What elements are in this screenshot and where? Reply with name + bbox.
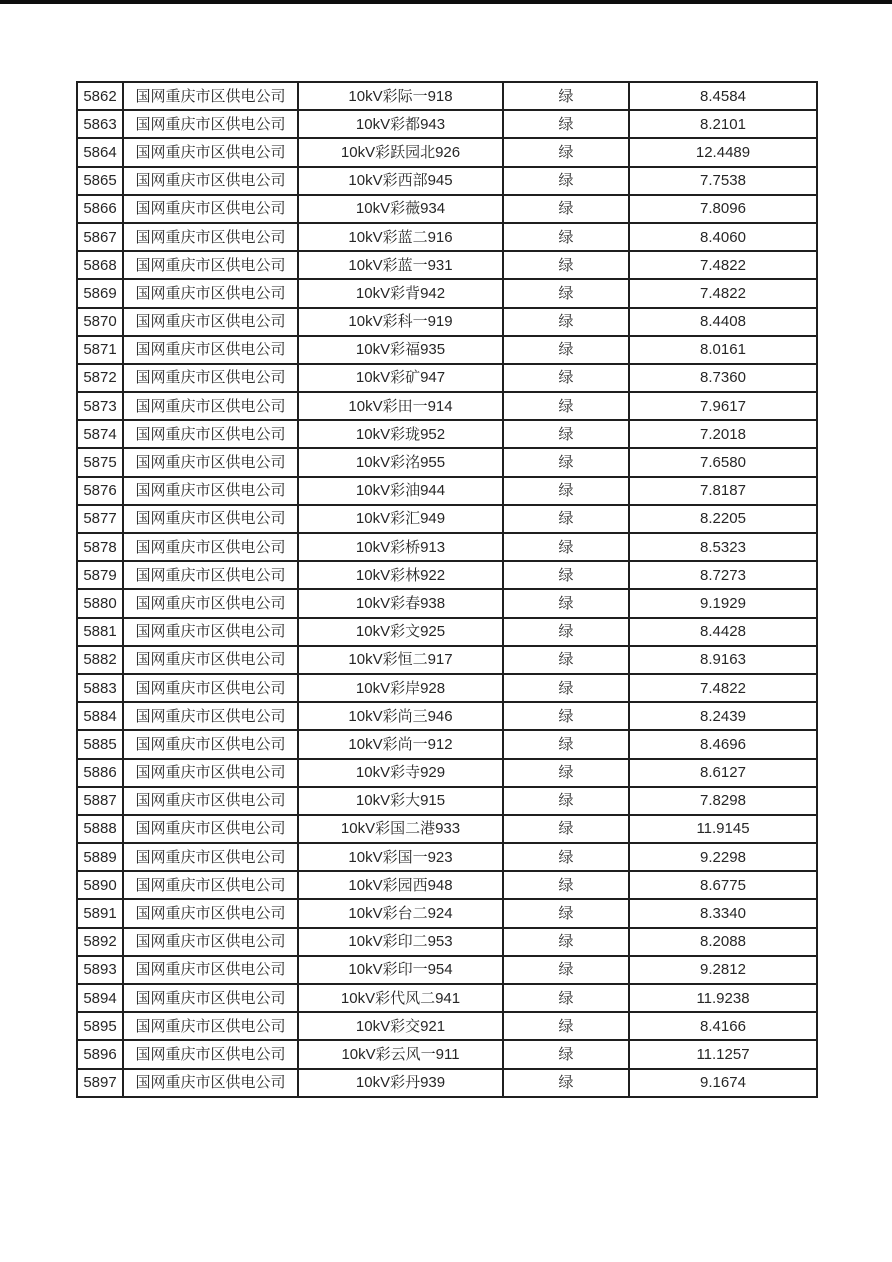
- row-id-cell: 5882: [77, 646, 123, 674]
- feeder-cell: 10kV彩科一919: [298, 308, 503, 336]
- feeder-cell: 10kV彩交921: [298, 1012, 503, 1040]
- row-id-cell: 5895: [77, 1012, 123, 1040]
- status-cell: 绿: [503, 167, 629, 195]
- table-row: [77, 392, 817, 420]
- feeder-cell: 10kV彩汇949: [298, 505, 503, 533]
- company-cell: 国网重庆市区供电公司: [123, 646, 298, 674]
- row-id-cell: 5867: [77, 223, 123, 251]
- company-cell: 国网重庆市区供电公司: [123, 336, 298, 364]
- row-id-cell: 5879: [77, 561, 123, 589]
- company-cell: 国网重庆市区供电公司: [123, 702, 298, 730]
- table-row: [77, 420, 817, 448]
- value-cell: 8.7273: [629, 561, 817, 589]
- table-row: [77, 195, 817, 223]
- feeder-cell: 10kV彩洺955: [298, 448, 503, 476]
- status-cell: 绿: [503, 279, 629, 307]
- feeder-cell: 10kV彩台二924: [298, 899, 503, 927]
- company-cell: 国网重庆市区供电公司: [123, 1012, 298, 1040]
- value-cell: 11.1257: [629, 1040, 817, 1068]
- table-row: [77, 82, 817, 110]
- table-row: [77, 533, 817, 561]
- feeder-cell: 10kV彩尚三946: [298, 702, 503, 730]
- value-cell: 12.4489: [629, 138, 817, 166]
- value-cell: 7.4822: [629, 279, 817, 307]
- row-id-cell: 5865: [77, 167, 123, 195]
- feeder-cell: 10kV彩跃园北926: [298, 138, 503, 166]
- table-row: [77, 674, 817, 702]
- feeder-cell: 10kV彩国二港933: [298, 815, 503, 843]
- feeder-cell: 10kV彩蓝一931: [298, 251, 503, 279]
- table-row: [77, 787, 817, 815]
- table-row: [77, 336, 817, 364]
- status-cell: 绿: [503, 871, 629, 899]
- table-row: [77, 138, 817, 166]
- row-id-cell: 5872: [77, 364, 123, 392]
- status-cell: 绿: [503, 251, 629, 279]
- company-cell: 国网重庆市区供电公司: [123, 505, 298, 533]
- feeder-cell: 10kV彩文925: [298, 618, 503, 646]
- value-cell: 8.4060: [629, 223, 817, 251]
- company-cell: 国网重庆市区供电公司: [123, 928, 298, 956]
- feeder-cell: 10kV彩代风二941: [298, 984, 503, 1012]
- row-id-cell: 5893: [77, 956, 123, 984]
- row-id-cell: 5878: [77, 533, 123, 561]
- status-cell: 绿: [503, 110, 629, 138]
- feeder-cell: 10kV彩背942: [298, 279, 503, 307]
- company-cell: 国网重庆市区供电公司: [123, 448, 298, 476]
- value-cell: 11.9238: [629, 984, 817, 1012]
- value-cell: 8.9163: [629, 646, 817, 674]
- row-id-cell: 5871: [77, 336, 123, 364]
- table-row: [77, 1012, 817, 1040]
- status-cell: 绿: [503, 477, 629, 505]
- status-cell: 绿: [503, 618, 629, 646]
- row-id-cell: 5863: [77, 110, 123, 138]
- company-cell: 国网重庆市区供电公司: [123, 110, 298, 138]
- table-row: [77, 251, 817, 279]
- table-row: [77, 223, 817, 251]
- value-cell: 9.1674: [629, 1069, 817, 1097]
- row-id-cell: 5885: [77, 730, 123, 758]
- row-id-cell: 5886: [77, 759, 123, 787]
- company-cell: 国网重庆市区供电公司: [123, 984, 298, 1012]
- status-cell: 绿: [503, 1069, 629, 1097]
- company-cell: 国网重庆市区供电公司: [123, 871, 298, 899]
- page-top-edge: [0, 0, 892, 4]
- status-cell: 绿: [503, 138, 629, 166]
- row-id-cell: 5894: [77, 984, 123, 1012]
- value-cell: 8.4428: [629, 618, 817, 646]
- feeder-cell: 10kV彩珑952: [298, 420, 503, 448]
- status-cell: 绿: [503, 646, 629, 674]
- company-cell: 国网重庆市区供电公司: [123, 82, 298, 110]
- table-row: [77, 956, 817, 984]
- feeder-loss-table: [76, 81, 818, 1098]
- table-row: [77, 505, 817, 533]
- status-cell: 绿: [503, 533, 629, 561]
- feeder-cell: 10kV彩恒二917: [298, 646, 503, 674]
- value-cell: 8.6127: [629, 759, 817, 787]
- status-cell: 绿: [503, 505, 629, 533]
- value-cell: 7.9617: [629, 392, 817, 420]
- company-cell: 国网重庆市区供电公司: [123, 420, 298, 448]
- company-cell: 国网重庆市区供电公司: [123, 759, 298, 787]
- table-row: [77, 702, 817, 730]
- row-id-cell: 5890: [77, 871, 123, 899]
- feeder-cell: 10kV彩西部945: [298, 167, 503, 195]
- company-cell: 国网重庆市区供电公司: [123, 477, 298, 505]
- status-cell: 绿: [503, 759, 629, 787]
- status-cell: 绿: [503, 702, 629, 730]
- table-row: [77, 1040, 817, 1068]
- row-id-cell: 5866: [77, 195, 123, 223]
- value-cell: 8.4408: [629, 308, 817, 336]
- company-cell: 国网重庆市区供电公司: [123, 956, 298, 984]
- row-id-cell: 5864: [77, 138, 123, 166]
- company-cell: 国网重庆市区供电公司: [123, 195, 298, 223]
- value-cell: 8.2101: [629, 110, 817, 138]
- company-cell: 国网重庆市区供电公司: [123, 392, 298, 420]
- feeder-cell: 10kV彩寺929: [298, 759, 503, 787]
- row-id-cell: 5870: [77, 308, 123, 336]
- company-cell: 国网重庆市区供电公司: [123, 1069, 298, 1097]
- status-cell: 绿: [503, 336, 629, 364]
- value-cell: 8.2439: [629, 702, 817, 730]
- table-row: [77, 167, 817, 195]
- status-cell: 绿: [503, 223, 629, 251]
- table-row: [77, 759, 817, 787]
- row-id-cell: 5887: [77, 787, 123, 815]
- value-cell: 8.2205: [629, 505, 817, 533]
- feeder-cell: 10kV彩蓝二916: [298, 223, 503, 251]
- company-cell: 国网重庆市区供电公司: [123, 815, 298, 843]
- status-cell: 绿: [503, 899, 629, 927]
- value-cell: 11.9145: [629, 815, 817, 843]
- value-cell: 8.0161: [629, 336, 817, 364]
- status-cell: 绿: [503, 787, 629, 815]
- company-cell: 国网重庆市区供电公司: [123, 167, 298, 195]
- company-cell: 国网重庆市区供电公司: [123, 674, 298, 702]
- company-cell: 国网重庆市区供电公司: [123, 138, 298, 166]
- value-cell: 7.8298: [629, 787, 817, 815]
- row-id-cell: 5868: [77, 251, 123, 279]
- status-cell: 绿: [503, 1040, 629, 1068]
- company-cell: 国网重庆市区供电公司: [123, 1040, 298, 1068]
- feeder-loss-table-body: [77, 82, 817, 1097]
- row-id-cell: 5896: [77, 1040, 123, 1068]
- feeder-cell: 10kV彩印二953: [298, 928, 503, 956]
- value-cell: 8.4696: [629, 730, 817, 758]
- row-id-cell: 5880: [77, 589, 123, 617]
- company-cell: 国网重庆市区供电公司: [123, 364, 298, 392]
- company-cell: 国网重庆市区供电公司: [123, 843, 298, 871]
- feeder-cell: 10kV彩桥913: [298, 533, 503, 561]
- row-id-cell: 5889: [77, 843, 123, 871]
- status-cell: 绿: [503, 956, 629, 984]
- value-cell: 7.2018: [629, 420, 817, 448]
- value-cell: 9.1929: [629, 589, 817, 617]
- feeder-cell: 10kV彩矿947: [298, 364, 503, 392]
- company-cell: 国网重庆市区供电公司: [123, 618, 298, 646]
- company-cell: 国网重庆市区供电公司: [123, 533, 298, 561]
- status-cell: 绿: [503, 1012, 629, 1040]
- status-cell: 绿: [503, 984, 629, 1012]
- table-row: [77, 561, 817, 589]
- table-row: [77, 843, 817, 871]
- value-cell: 7.4822: [629, 674, 817, 702]
- status-cell: 绿: [503, 928, 629, 956]
- status-cell: 绿: [503, 448, 629, 476]
- table-row: [77, 364, 817, 392]
- table-row: [77, 1069, 817, 1097]
- status-cell: 绿: [503, 730, 629, 758]
- row-id-cell: 5884: [77, 702, 123, 730]
- feeder-cell: 10kV彩都943: [298, 110, 503, 138]
- value-cell: 9.2298: [629, 843, 817, 871]
- table-row: [77, 928, 817, 956]
- status-cell: 绿: [503, 589, 629, 617]
- value-cell: 8.7360: [629, 364, 817, 392]
- table-row: [77, 279, 817, 307]
- table-row: [77, 110, 817, 138]
- row-id-cell: 5877: [77, 505, 123, 533]
- company-cell: 国网重庆市区供电公司: [123, 251, 298, 279]
- feeder-cell: 10kV彩丹939: [298, 1069, 503, 1097]
- feeder-cell: 10kV彩际一918: [298, 82, 503, 110]
- value-cell: 9.2812: [629, 956, 817, 984]
- feeder-cell: 10kV彩印一954: [298, 956, 503, 984]
- table-row: [77, 815, 817, 843]
- table-row: [77, 984, 817, 1012]
- row-id-cell: 5876: [77, 477, 123, 505]
- company-cell: 国网重庆市区供电公司: [123, 589, 298, 617]
- status-cell: 绿: [503, 364, 629, 392]
- value-cell: 7.4822: [629, 251, 817, 279]
- value-cell: 8.5323: [629, 533, 817, 561]
- value-cell: 7.7538: [629, 167, 817, 195]
- row-id-cell: 5883: [77, 674, 123, 702]
- table-row: [77, 899, 817, 927]
- row-id-cell: 5892: [77, 928, 123, 956]
- row-id-cell: 5874: [77, 420, 123, 448]
- table-row: [77, 308, 817, 336]
- table-row: [77, 589, 817, 617]
- feeder-cell: 10kV彩岸928: [298, 674, 503, 702]
- company-cell: 国网重庆市区供电公司: [123, 787, 298, 815]
- status-cell: 绿: [503, 420, 629, 448]
- table-row: [77, 730, 817, 758]
- feeder-cell: 10kV彩林922: [298, 561, 503, 589]
- feeder-cell: 10kV彩田一914: [298, 392, 503, 420]
- value-cell: 7.8096: [629, 195, 817, 223]
- row-id-cell: 5897: [77, 1069, 123, 1097]
- value-cell: 8.6775: [629, 871, 817, 899]
- table-row: [77, 618, 817, 646]
- feeder-cell: 10kV彩薇934: [298, 195, 503, 223]
- value-cell: 7.6580: [629, 448, 817, 476]
- table-row: [77, 871, 817, 899]
- value-cell: 8.3340: [629, 899, 817, 927]
- value-cell: 8.2088: [629, 928, 817, 956]
- company-cell: 国网重庆市区供电公司: [123, 279, 298, 307]
- table-row: [77, 448, 817, 476]
- status-cell: 绿: [503, 392, 629, 420]
- status-cell: 绿: [503, 674, 629, 702]
- table-row: [77, 646, 817, 674]
- row-id-cell: 5881: [77, 618, 123, 646]
- feeder-cell: 10kV彩尚一912: [298, 730, 503, 758]
- value-cell: 8.4166: [629, 1012, 817, 1040]
- row-id-cell: 5891: [77, 899, 123, 927]
- row-id-cell: 5869: [77, 279, 123, 307]
- row-id-cell: 5875: [77, 448, 123, 476]
- status-cell: 绿: [503, 308, 629, 336]
- feeder-cell: 10kV彩油944: [298, 477, 503, 505]
- company-cell: 国网重庆市区供电公司: [123, 308, 298, 336]
- status-cell: 绿: [503, 82, 629, 110]
- value-cell: 7.8187: [629, 477, 817, 505]
- value-cell: 8.4584: [629, 82, 817, 110]
- table-row: [77, 477, 817, 505]
- status-cell: 绿: [503, 561, 629, 589]
- row-id-cell: 5862: [77, 82, 123, 110]
- feeder-cell: 10kV彩园西948: [298, 871, 503, 899]
- row-id-cell: 5873: [77, 392, 123, 420]
- feeder-cell: 10kV彩国一923: [298, 843, 503, 871]
- feeder-cell: 10kV彩云风一911: [298, 1040, 503, 1068]
- status-cell: 绿: [503, 843, 629, 871]
- row-id-cell: 5888: [77, 815, 123, 843]
- feeder-cell: 10kV彩福935: [298, 336, 503, 364]
- company-cell: 国网重庆市区供电公司: [123, 561, 298, 589]
- feeder-cell: 10kV彩大915: [298, 787, 503, 815]
- status-cell: 绿: [503, 815, 629, 843]
- feeder-cell: 10kV彩春938: [298, 589, 503, 617]
- status-cell: 绿: [503, 195, 629, 223]
- company-cell: 国网重庆市区供电公司: [123, 223, 298, 251]
- company-cell: 国网重庆市区供电公司: [123, 730, 298, 758]
- company-cell: 国网重庆市区供电公司: [123, 899, 298, 927]
